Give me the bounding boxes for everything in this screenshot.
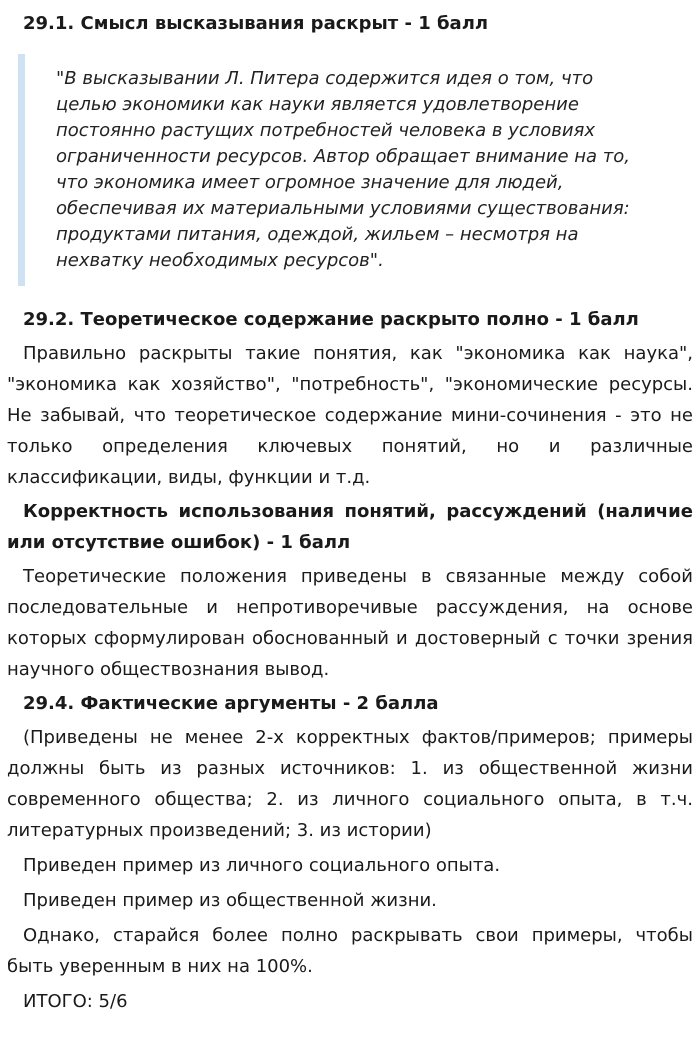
section-text-correctness: Теоретические положения приведены в связанные между собой последовательные и непротиворечивые рассуждения, на основе которых сформулирован обоснованный и достоверный с точки зрения научного обществознания вывод. <box>7 566 693 680</box>
quoted-statement: "В высказывании Л. Питера содержится идея о том, что целью экономики как науки является удовлетворение постоянно растущих потребностей человека в условиях ограниченности ресурсов. Автор обращает внимание на то, что экономика имеет огромное значение для людей, обеспечивая их материальными условиями существования: продуктами питания, одеждой, жильем – несмотря на нехватку необходимых ресурсов". <box>18 54 693 286</box>
total-score: ИТОГО: 5/6 <box>23 991 128 1012</box>
section-heading-29-2: 29.2. Теоретическое содержание раскрыто полно - 1 балл <box>23 309 639 330</box>
section-heading-29-1: 29.1. Смысл высказывания раскрыт - 1 балл <box>23 13 489 34</box>
section-text-advice: Однако, старайся более полно раскрывать свои примеры, чтобы быть уверенным в них на 100%. <box>7 925 693 977</box>
section-text-29-2: Правильно раскрыты такие понятия, как "экономика как наука", "экономика как хозяйство", "потребность", "экономические ресурсы. Не забывай, что теоретическое содержание мини-сочинения - это не только определения ключевых понятий, но и различные классификации, виды, функции и т.д. <box>7 343 693 488</box>
section-text-example-personal: Приведен пример из личного социального опыта. <box>23 855 501 876</box>
section-text-29-4-criteria: (Приведены не менее 2-х корректных фактов/примеров; примеры должны быть из разных источников: 1. из общественной жизни современного общества; 2. из личного социального опыта, в т.ч. литературных произведений; 3. из истории) <box>7 727 693 841</box>
section-heading-correctness: Корректность использования понятий, рассуждений (наличие или отсутствие ошибок) - 1 балл <box>7 501 693 553</box>
section-text-example-public: Приведен пример из общественной жизни. <box>23 890 437 911</box>
section-heading-29-4: 29.4. Фактические аргументы - 2 балла <box>23 693 439 714</box>
